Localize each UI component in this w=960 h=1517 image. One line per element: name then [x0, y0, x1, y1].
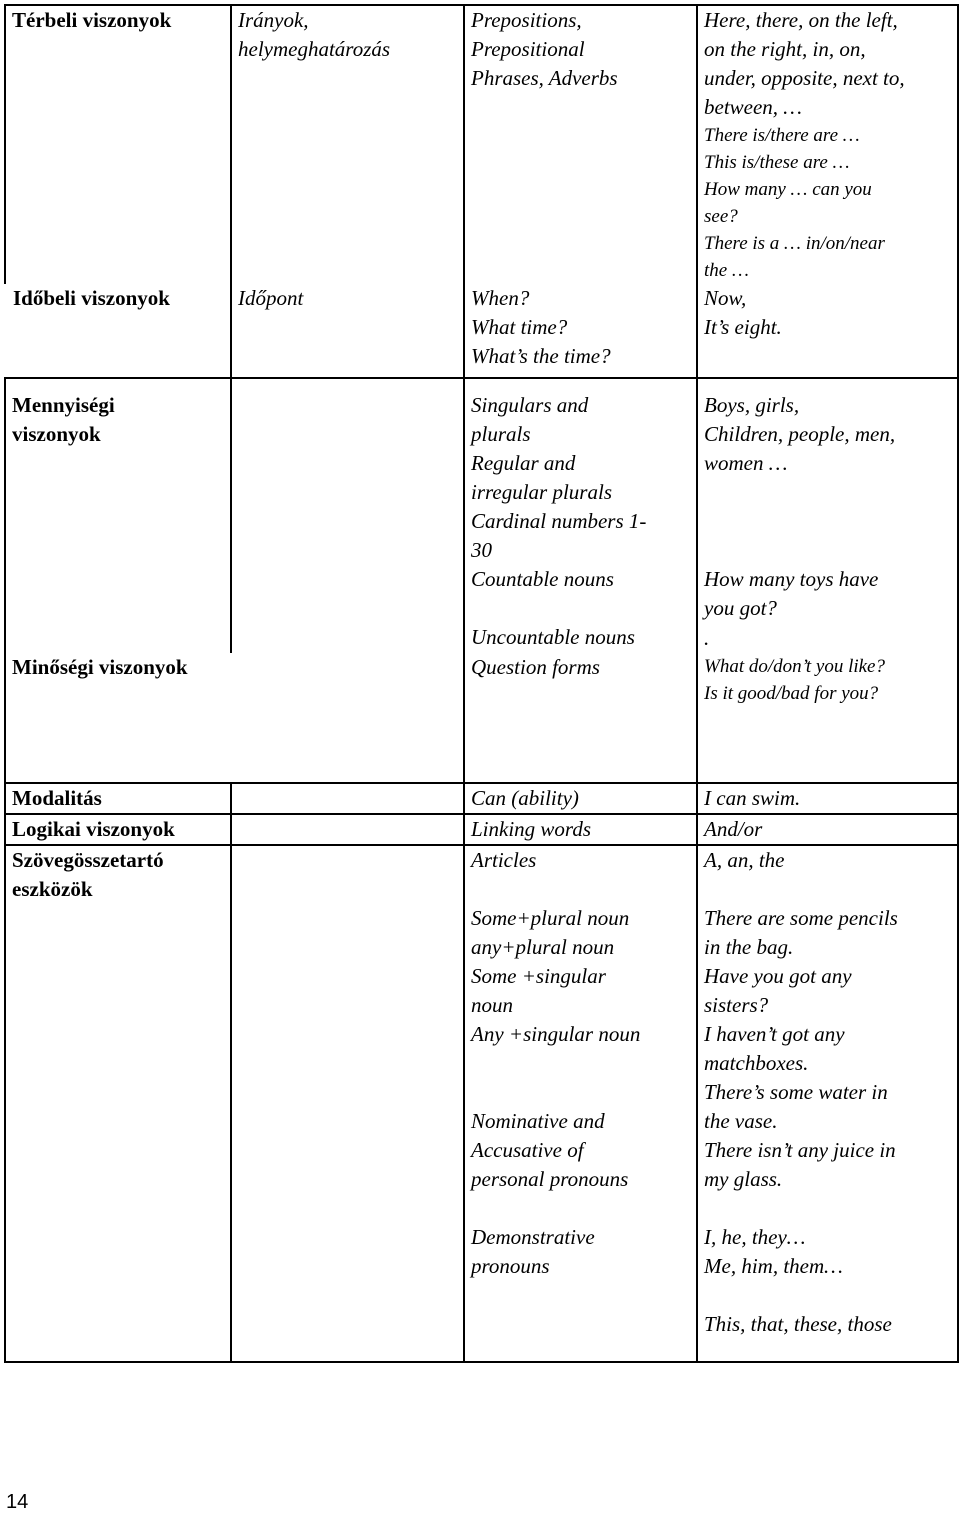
subcategory-cell: [231, 378, 464, 653]
example-cell: I can swim.: [697, 783, 958, 814]
grammar-cell: Prepositions, Prepositional Phrases, Adverbs: [464, 5, 697, 284]
subcategory-cell: [231, 845, 464, 1362]
grammar-cell: When? What time? What’s the time?: [464, 284, 697, 378]
grammar-table: [4, 4, 959, 1363]
category-cell: Időbeli viszonyok: [5, 284, 231, 378]
table-row: [5, 378, 958, 653]
table-row: [5, 814, 958, 845]
example-cell: And/or: [697, 814, 958, 845]
example-cell: A, an, the There are some pencils in the bag. Have you got any sisters? I haven’t got any matchboxes. There’s some water in the vase. There isn’t any juice in my glass. I, he, they… Me, him, them… This, that, these, those: [697, 845, 958, 1362]
example-cell: Boys, girls, Children, people, men, women … How many toys have you got? .: [697, 378, 958, 653]
category-cell: Minőségi viszonyok: [5, 653, 464, 783]
category-cell: Modalitás: [5, 783, 231, 814]
grammar-cell: Can (ability): [464, 783, 697, 814]
subcategory-cell: Időpont: [231, 284, 464, 378]
subcategory-cell: [231, 783, 464, 814]
grammar-cell: Question forms: [464, 653, 697, 783]
category-cell: Mennyiségi viszonyok: [5, 378, 231, 653]
grammar-cell: Linking words: [464, 814, 697, 845]
table-row: [5, 783, 958, 814]
subcategory-cell: Irányok, helymeghatározás: [231, 5, 464, 284]
category-cell: Logikai viszonyok: [5, 814, 231, 845]
page-number: 14: [6, 1491, 29, 1513]
table-row: [5, 653, 958, 783]
grammar-cell: Articles Some+plural noun any+plural noun Some +singular noun Any +singular noun Nominative and Accusative of personal pronouns Demonstrative pronouns: [464, 845, 697, 1362]
grammar-cell: Singulars and plurals Regular and irregular plurals Cardinal numbers 1- 30 Countable nouns Uncountable nouns: [464, 378, 697, 653]
example-cell: Now, It’s eight.: [697, 284, 958, 378]
table-row: [5, 284, 958, 378]
table-row: [5, 5, 958, 284]
example-cell: Here, there, on the left, on the right, in, on, under, opposite, next to, between, … There is/there are … This is/these are … How many … can you see? There is a … in/on/near the …: [697, 5, 958, 284]
example-cell: What do/don’t you like? Is it good/bad for you?: [697, 653, 958, 783]
subcategory-cell: [231, 814, 464, 845]
table-row: [5, 845, 958, 1362]
category-cell: Szövegösszetartó eszközök: [5, 845, 231, 1362]
category-cell: Térbeli viszonyok: [5, 5, 231, 284]
